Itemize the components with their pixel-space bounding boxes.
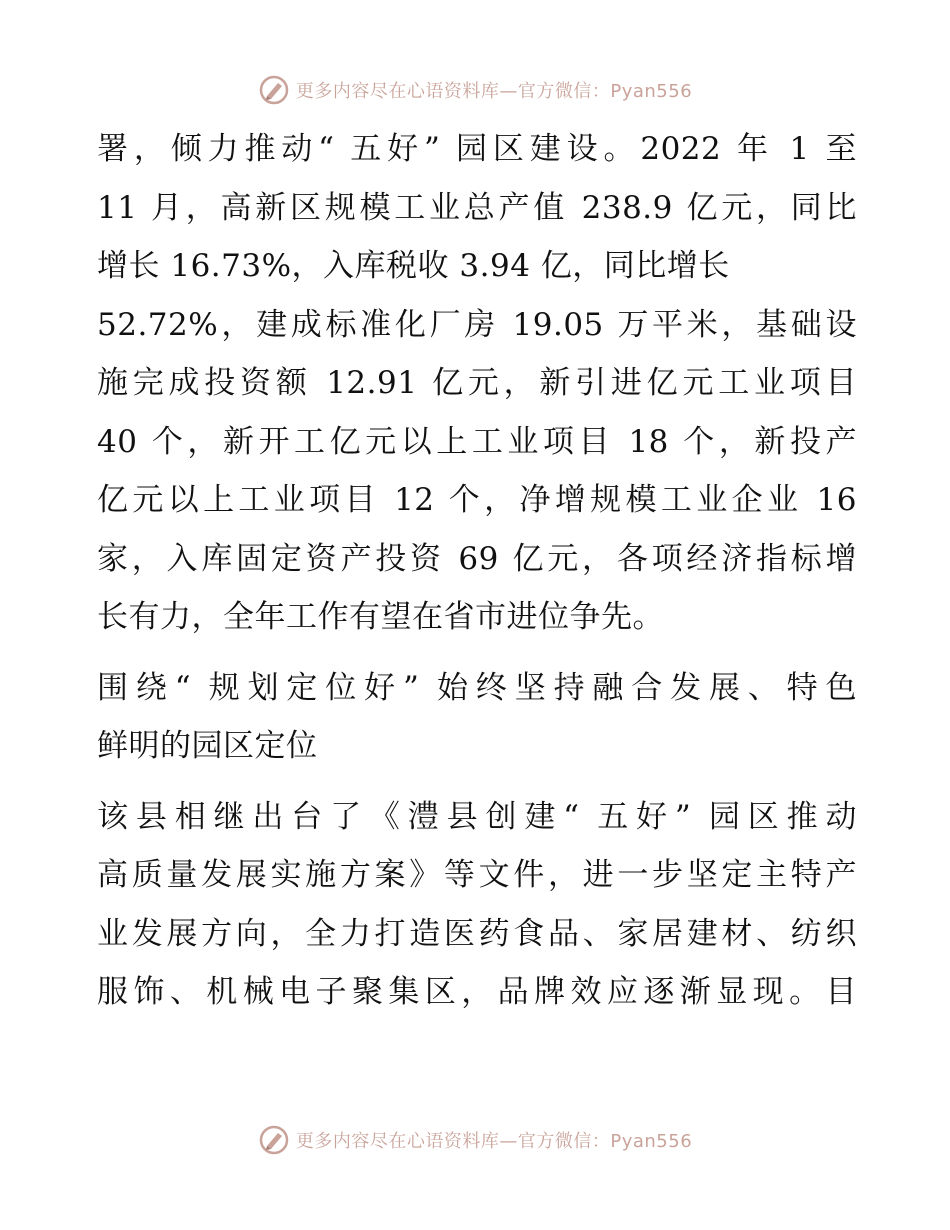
text-line: 增长 16.73%，入库税收 3.94 亿，同比增长 [97, 248, 730, 284]
pen-logo-icon [258, 1124, 290, 1156]
text-line: 服饰、机械电子聚集区，品牌效应逐渐显现。目 [97, 974, 857, 1010]
paragraph [97, 120, 857, 647]
section-heading [97, 659, 857, 776]
text-line: 围绕“ 规划定位好” 始终坚持融合发展、特色 [97, 669, 857, 706]
text-line: 该县相继出台了《澧县创建“ 五好” 园区推动 [97, 798, 857, 835]
text-line: 业发展方向，全力打造医药食品、家居建材、纺织 [97, 915, 857, 952]
text-line: 家，入库固定资产投资 69 亿元，各项经济指标增 [97, 540, 857, 577]
watermark-text: 更多内容尽在心语资料库—官方微信：Pyan556 [295, 81, 693, 102]
text-line: 长有力，全年工作有望在省市进位争先。 [97, 599, 664, 635]
pen-logo-icon [258, 74, 290, 106]
text-line: 52.72%，建成标准化厂房 19.05 万平米，基础设 [97, 306, 857, 343]
watermark-text: 更多内容尽在心语资料库—官方微信：Pyan556 [295, 1131, 693, 1152]
text-line: 40 个，新开工亿元以上工业项目 18 个，新投产 [97, 423, 857, 460]
text-line: 11 月，高新区规模工业总产值 238.9 亿元，同比 [97, 189, 857, 226]
header-watermark [0, 70, 950, 110]
text-line: 高质量发展实施方案》等文件，进一步坚定主特产 [97, 857, 857, 893]
text-line: 亿元以上工业项目 12 个，净增规模工业企业 16 [97, 482, 857, 518]
text-line: 署，倾力推动“ 五好” 园区建设。2022 年 1 至 [97, 131, 857, 167]
paragraph [97, 788, 857, 1022]
text-line: 施完成投资额 12.91 亿元，新引进亿元工业项目 [97, 365, 857, 401]
text-line: 鲜明的园区定位 [97, 728, 318, 764]
document-body [97, 120, 857, 1034]
footer-watermark [0, 1120, 950, 1160]
